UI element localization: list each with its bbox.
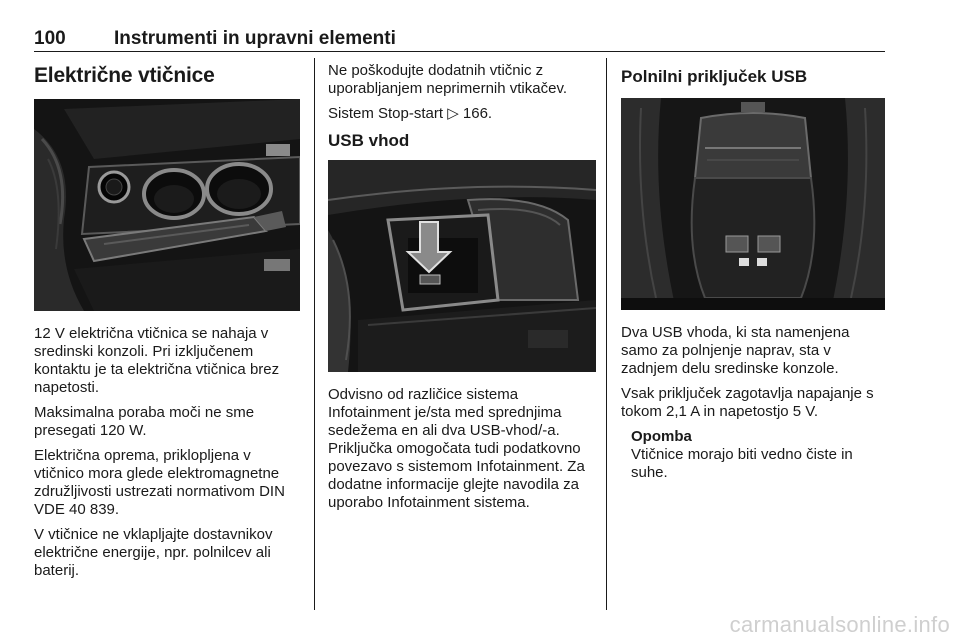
paragraph: V vtičnice ne vklapljajte dostavnikov električne energije, npr. polnilcev ali baterij. [34, 526, 273, 579]
column-divider [606, 58, 607, 610]
paragraph: 12 V električna vtičnica se nahaja v sredinski konzoli. Pri izključenem kontaktu je ta električna vtičnica brez napetosti. [34, 325, 280, 396]
paragraph: Vsak priključek zagotavlja napajanje s tokom 2,1 A in napetostjo 5 V. [621, 385, 874, 420]
page-number: 100 [34, 28, 66, 49]
paragraph-cross-reference: Sistem Stop-start ▷ 166. [328, 105, 493, 122]
paragraph: Ne poškodujte dodatnih vtičnic z uporabljanjem neprimernih vtikačev. [328, 62, 568, 97]
paragraph: Električna oprema, priklopljena v vtičnico mora glede elektromagnetne združljivosti ustrezati normativom DIN VDE 40 839. [34, 447, 285, 518]
figure-usb-charging [621, 98, 885, 310]
note-box [631, 428, 885, 482]
note-title: Opomba [631, 428, 692, 445]
column-usb-charging [621, 62, 885, 489]
column-power-outlets [34, 62, 300, 587]
section-title-usb-charging: Polnilni priključek USB [621, 67, 808, 86]
figure-usb-input [328, 160, 596, 372]
column-divider [314, 58, 315, 610]
note-text: Vtičnice morajo biti vedno čiste in suhe. [631, 446, 853, 481]
paragraph: Maksimalna poraba moči ne sme presegati 120 W. [34, 404, 255, 439]
paragraph: Odvisno od različice sistema Infotainment je/sta med sprednjima sedežema en ali dva USB-vhod/-a. Priključka omogočata tudi podatkovno povezavo s sistemom Infotainment. Za dodatne informacije glejte navodila za uporabo Infotainment sistema. [328, 386, 585, 511]
paragraph: Dva USB vhoda, ki sta namenjena samo za polnjenje naprav, sta v zadnjem delu sredinske konzole. [621, 324, 850, 377]
page-header [34, 28, 885, 52]
section-title-power-outlets: Električne vtičnice [34, 64, 215, 87]
chapter-title: Instrumenti in upravni elementi [114, 28, 396, 49]
section-title-usb-input: USB vhod [328, 131, 410, 150]
column-usb-input [328, 62, 596, 519]
figure-12v-outlet [34, 99, 300, 311]
watermark: carmanualsonline.info [729, 612, 950, 637]
